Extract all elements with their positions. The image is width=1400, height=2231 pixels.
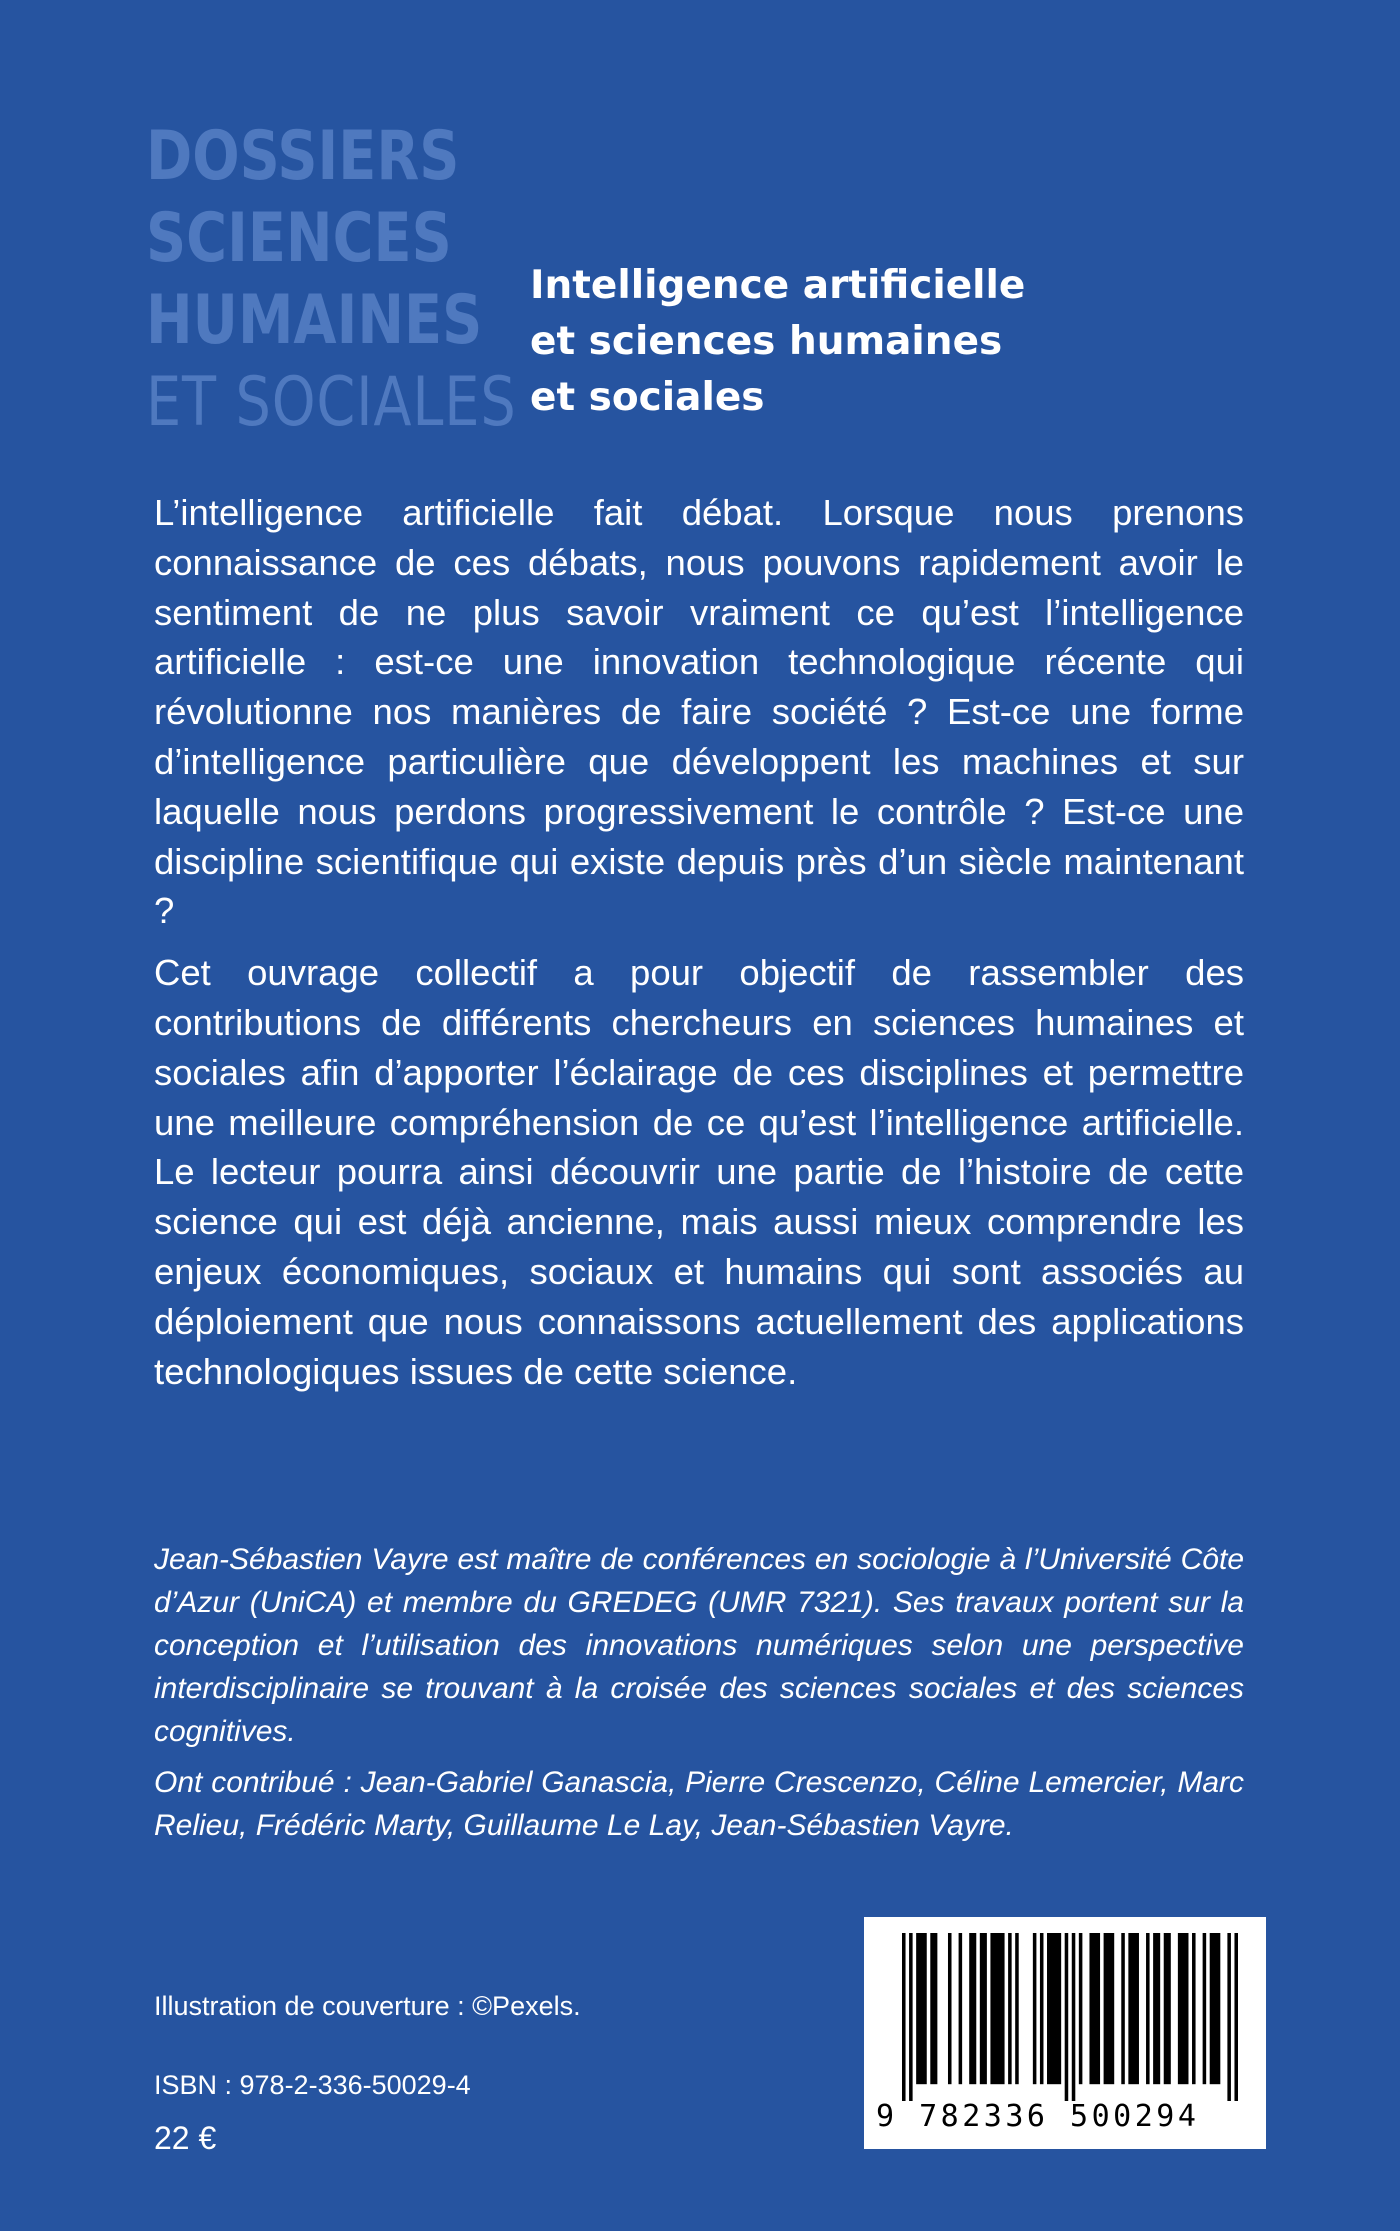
book-title-line-1: Intelligence artificielle — [530, 263, 1026, 308]
author-bio-paragraph: Jean-Sébastien Vayre est maître de conférences en sociologie à l’Université Côte d’Azur (UniCA) et membre du GREDEG (UMR 7321). Ses travaux portent sur la conception et l’utilisation des innovations numériques selon une perspective interdisciplinaire se trouvant à la croisée des sciences sociales et des sciences cognitives. — [154, 1543, 1244, 1748]
barcode-bar — [916, 1933, 927, 2084]
series-logo-line-3: HUMAINES — [146, 281, 483, 360]
price: 22 € — [154, 2120, 217, 2156]
barcode-bar — [1146, 1933, 1150, 2084]
barcode-bar — [1008, 1933, 1012, 2084]
summary-paragraph-2: Cet ouvrage collectif a pour objectif de rassembler des contributions de différents chercheurs en sciences humaines et sociales afin d’apporter l’éclairage de ces disciplines et permettre une meilleure compréhension de ce qu’est l’intelligence artificielle. Le lecteur pourra ainsi découvrir une partie de l’histoire de cette science qui est déjà ancienne, mais aussi mieux comprendre les enjeux économiques, sociaux et humains qui sont associés au déploiement que nous connaissons actuellement des applications technologiques issues de cette science. — [154, 952, 1244, 1392]
barcode-bar — [959, 1933, 963, 2084]
barcode-bar — [990, 1933, 1004, 2084]
summary-paragraph-1: L’intelligence artificielle fait débat. Lorsque nous prenons connaissance de ces débats, nous pouvons rapidement avoir le sentiment de ne plus savoir vraiment ce qu’est l’intelligence artificielle : est-ce une innovation technologique récente qui révolutionne nos manières de faire société ? Est-ce une forme d’intelligence particulière que développent les machines et sur laquelle nous perdons progressivement le contrôle ? Est-ce une discipline scientifique qui existe depuis près d’un siècle maintenant ? — [154, 492, 1244, 932]
series-logo — [146, 116, 517, 444]
barcode-bar — [1128, 1933, 1139, 2084]
barcode-bar — [1079, 1933, 1083, 2084]
barcode-bar — [1164, 1933, 1171, 2084]
barcode-bar — [1104, 1933, 1115, 2084]
barcode-bar — [1047, 1933, 1061, 2084]
book-title — [530, 258, 1130, 426]
book-title-line-3: et sociales — [530, 375, 765, 420]
author-bio — [154, 1538, 1244, 1855]
barcode-bar — [1153, 1933, 1160, 2084]
contributors-paragraph: Ont contribué : Jean-Gabriel Ganascia, Pierre Crescenzo, Céline Lemercier, Marc Relieu, Frédéric Marty, Guillaume Le Lay, Jean-Sébastien Vayre. — [154, 1766, 1244, 1842]
barcode-bar — [1121, 1933, 1125, 2084]
barcode-bar — [1178, 1933, 1189, 2084]
barcode-bar — [930, 1933, 937, 2084]
barcode-bar — [909, 1933, 913, 2101]
barcode-bar — [1065, 1933, 1069, 2101]
series-logo-line-4: ET SOCIALES — [146, 363, 517, 442]
book-summary — [154, 488, 1244, 1408]
barcode-bar — [948, 1933, 952, 2084]
barcode-bar — [1234, 1933, 1238, 2101]
barcode-bar — [1015, 1933, 1019, 2084]
barcode-bar — [980, 1933, 987, 2084]
barcode-digits: 9 782336 500294 — [876, 2099, 1200, 2134]
barcode-bar — [1227, 1933, 1231, 2101]
barcode-bar — [1089, 1933, 1100, 2084]
barcode-bars — [902, 1933, 1238, 2101]
series-logo-line-2: SCIENCES — [146, 199, 452, 278]
barcode-bar — [1033, 1933, 1037, 2084]
book-title-line-2: et sciences humaines — [530, 319, 1003, 364]
barcode-bar — [1040, 1933, 1044, 2084]
barcode-bar — [1192, 1933, 1196, 2084]
barcode — [864, 1917, 1266, 2149]
isbn: ISBN : 978-2-336-50029-4 — [154, 2070, 471, 2100]
series-logo-line-1: DOSSIERS — [146, 117, 460, 196]
barcode-bar — [1203, 1933, 1207, 2084]
barcode-bar — [969, 1933, 976, 2084]
barcode-bar — [1210, 1933, 1221, 2084]
barcode-bar — [902, 1933, 906, 2101]
cover-illustration-credit: Illustration de couverture : ©Pexels. — [154, 1991, 581, 2021]
barcode-bar — [1072, 1933, 1076, 2101]
